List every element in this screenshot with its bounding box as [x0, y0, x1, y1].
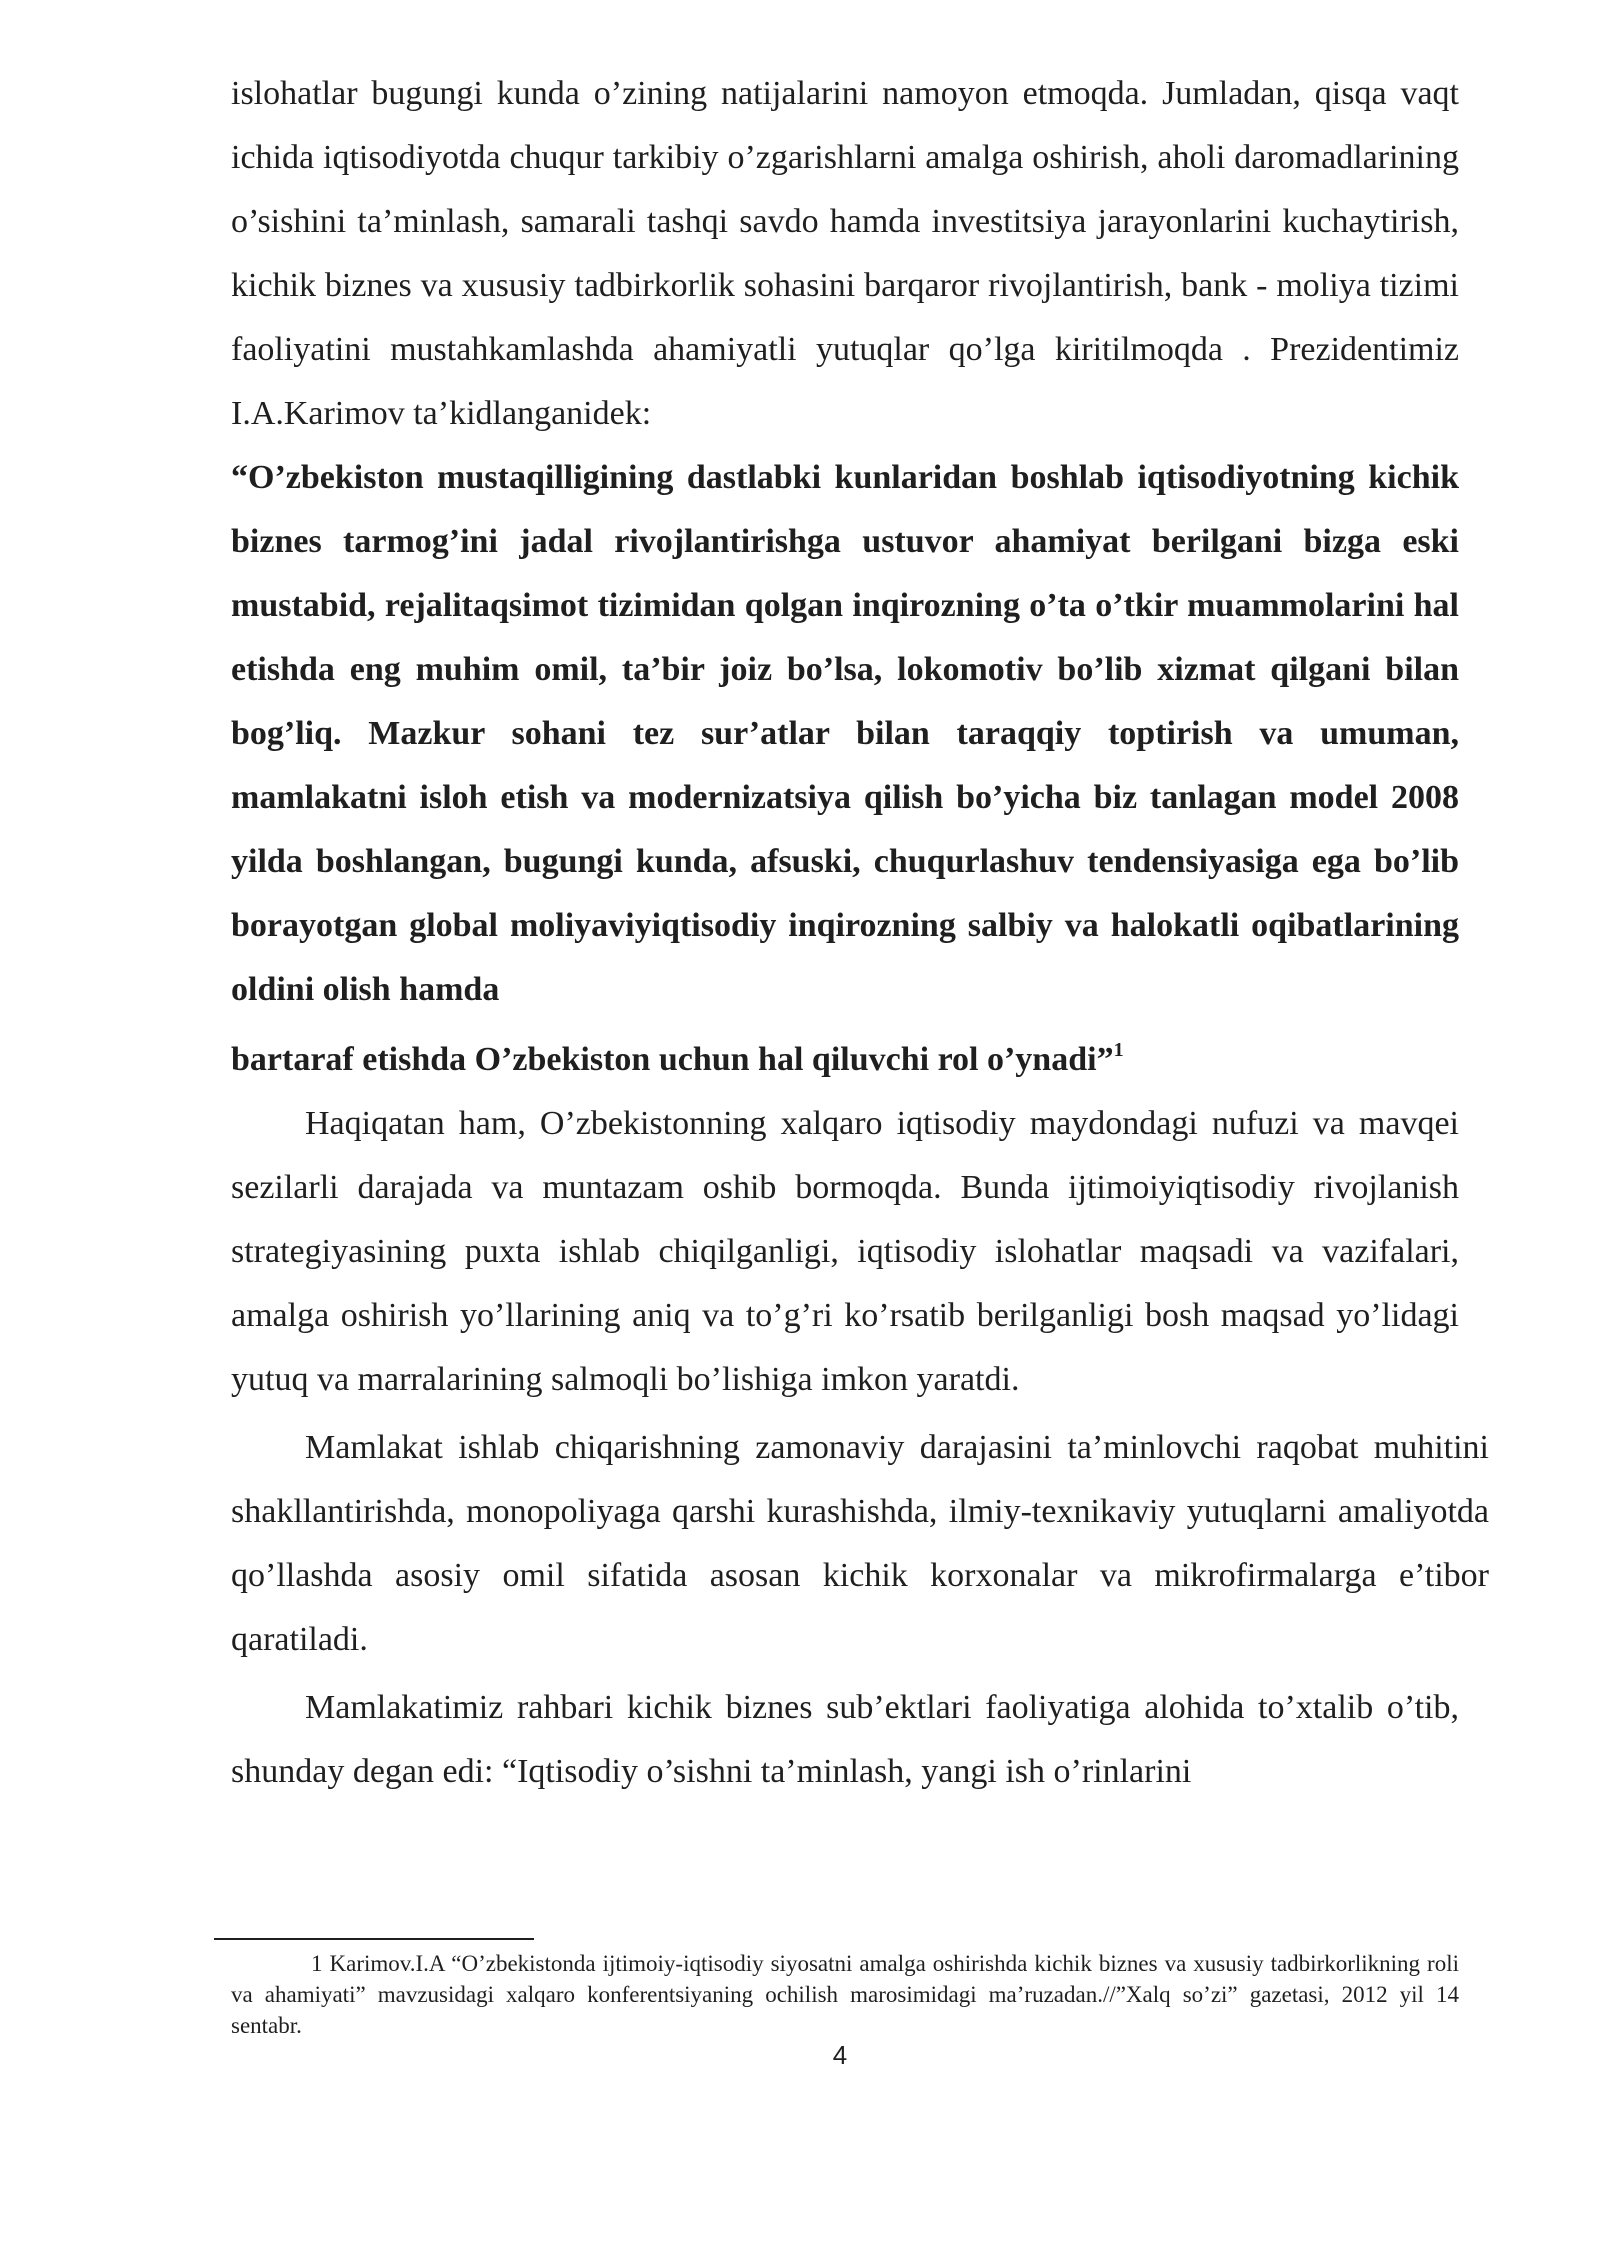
footnote: 1 Karimov.I.A “O’zbekistonda ijtimoiy-iqtisodiy siyosatni amalga oshirishda kichik biznes va xususiy tadbirkorlikning roli va ahamiyati” mavzusidagi xalqaro konferentsiyaning ochilish marosimidagi ma’ruzadan.//”Xalq so’zi” gazetasi, 2012 yil 14 sentabr. [231, 1951, 1459, 2038]
karimov-quote: “O’zbekiston mustaqilligining dastlabki kunlaridan boshlab iqtisodiyotning kichik biznes tarmog’ini jadal rivojlantirishga ustuvor ahamiyat berilgani bizga eski mustabid, rejalitaqsimot tizimidan qolgan inqirozning o’ta o’tkir muammolarini hal etishda eng muhim omil, ta’bir joiz bo’lsa, lokomotiv bo’lib xizmat qilgani bilan bog’liq. Mazkur sohani tez sur’atlar bilan taraqqiy toptirish va umuman, mamlakatni isloh etish va modernizatsiya qilish bo’yicha biz tanlagan model 2008 yilda boshlangan, bugungi kunda, afsuski, chuqurlashuv tendensiyasiga ega bo’lib borayotgan global moliyaviyiqtisodiy inqirozning salbiy va halokatli oqibatlarining oldini olish hamda [231, 459, 1459, 1008]
footnote-reference: 1 [1113, 1039, 1124, 1061]
karimov-quote-ending [231, 1028, 1459, 1092]
footnote-separator [214, 1938, 534, 1940]
paragraph-international-standing: Haqiqatan ham, O’zbekistonning xalqaro iqtisodiy maydondagi nufuzi va mavqei sezilarli darajada va muntazam oshib bormoqda. Bunda ijtimoiyiqtisodiy rivojlanish strategiyasining puxta ishlab chiqilganligi, iqtisodiy islohatlar maqsadi va vazifalari, amalga oshirish yo’llarining aniq va to’g’ri ko’rsatib berilganligi bosh maqsad yo’lidagi yutuq va marralarining salmoqli bo’lishiga imkon yaratdi. [231, 1105, 1459, 1398]
paragraph-intro: islohatlar bugungi kunda o’zining natijalarini namoyon etmoqda. Jumladan, qisqa vaqt ichida iqtisodiyotda chuqur tarkibiy o’zgarishlarni amalga oshirish, aholi daromadlarining o’sishini ta’minlash, samarali tashqi savdo hamda investitsiya jarayonlarini kuchaytirish, kichik biznes va xususiy tadbirkorlik sohasini barqaror rivojlantirish, bank - moliya tizimi faoliyatini mustahkamlashda ahamiyatli yutuqlar qo’lga kiritilmoqda . Prezidentimiz I.A.Karimov ta’kidlanganidek: [231, 75, 1459, 432]
body-text [231, 62, 1489, 1804]
paragraph-leader-statement: Mamlakatimiz rahbari kichik biznes sub’ektlari faoliyatiga alohida to’xtalib o’tib, shunday degan edi: “Iqtisodiy o’sishni ta’minlash, yangi ish o’rinlarini [231, 1689, 1459, 1790]
paragraph-competition: Mamlakat ishlab chiqarishning zamonaviy darajasini ta’minlovchi raqobat muhitini shakllantirishda, monopoliyaga qarshi kurashishda, ilmiy-texnikaviy yutuqlarni amaliyotda qo’llashda asosiy omil sifatida asosan kichik korxonalar va mikrofirmalarga e’tibor qaratiladi. [231, 1429, 1489, 1658]
page-number: 4 [832, 2040, 848, 2070]
quote-ending-text: bartaraf etishda O’zbekiston uchun hal qiluvchi rol o’ynadi” [231, 1041, 1114, 1078]
